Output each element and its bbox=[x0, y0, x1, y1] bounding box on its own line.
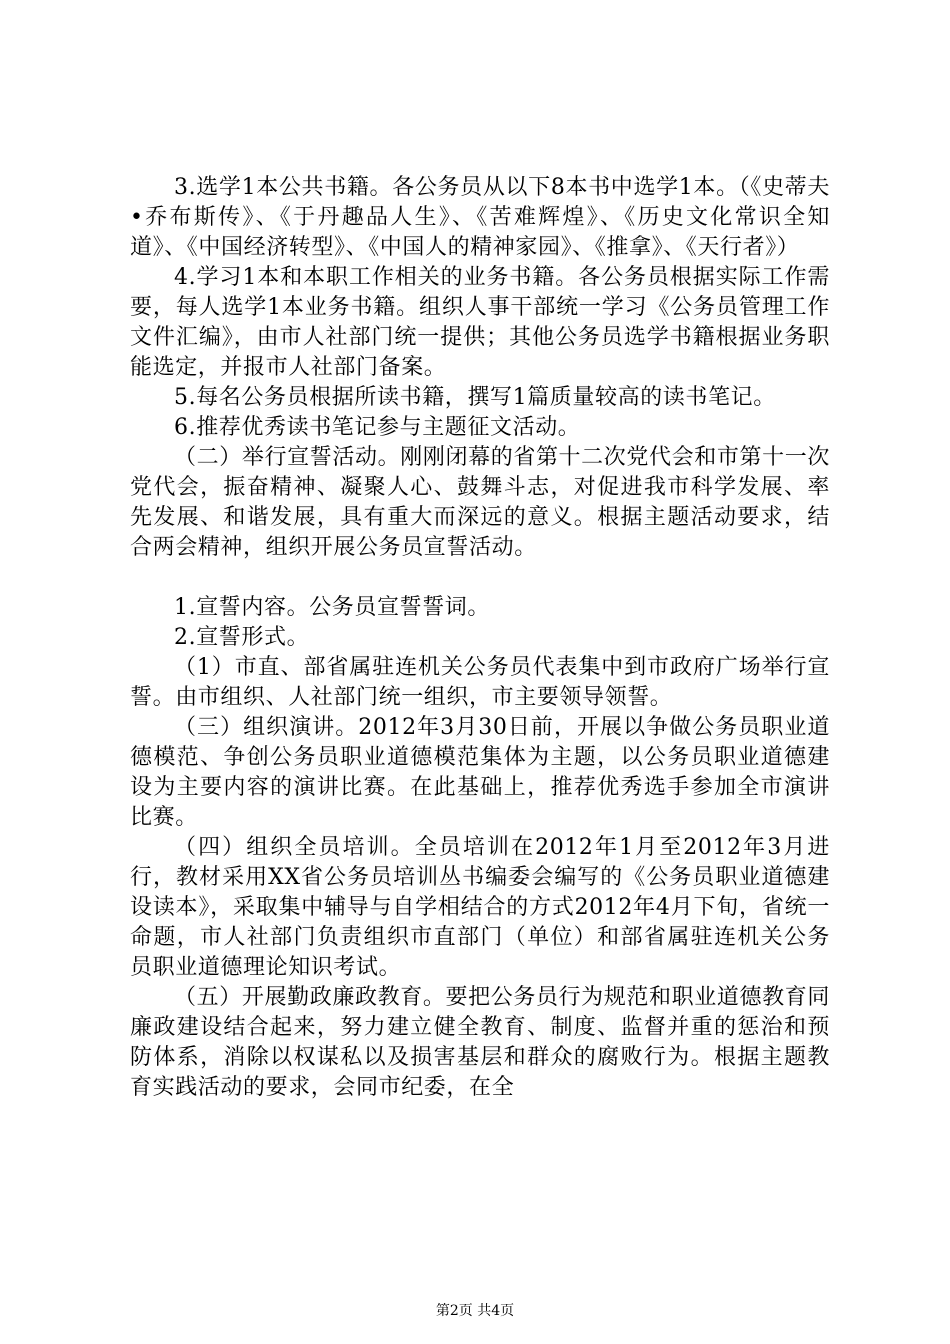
page-footer: 第2页 共4页 bbox=[435, 1303, 515, 1319]
paragraph-item-4: 4.学习1本和本职工作相关的业务书籍。各公务员根据实际工作需要，每人选学1本业务书籍。组织人事干部统一学习《公务员管理工作文件汇编》，由市人社部门统一提供；其他公务员选学书籍根据业务职能选定，并报市人社部门备案。 bbox=[130, 265, 830, 380]
paragraph-oath-form-1: （1）市直、部省属驻连机关公务员代表集中到市政府广场举行宣誓。由市组织、人社部门统一组织，市主要领导领誓。 bbox=[130, 655, 830, 710]
paragraph-item-3: 3.选学1本公共书籍。各公务员从以下8本书中选学1本。（《史蒂夫•乔布斯传》、《于丹趣品人生》、《苦难辉煌》、《历史文化常识全知道》、《中国经济转型》、《中国人的精神家园》、《推拿》、《天行者》） bbox=[130, 175, 830, 260]
paragraph-section-4: （四）组织全员培训。全员培训在2012年1月至2012年3月进行，教材采用XX省公务员培训丛书编委会编写的《公务员职业道德建设读本》，采取集中辅导与自学相结合的方式2012年4月下旬，省统一命题，市人社部门负责组织市直部门（单位）和部省属驻连机关公务员职业道德理论知识考试。 bbox=[130, 835, 830, 980]
paragraph-item-5: 5.每名公务员根据所读书籍，撰写1篇质量较高的读书笔记。 bbox=[174, 385, 776, 410]
paragraph-oath-content: 1.宣誓内容。公务员宣誓誓词。 bbox=[174, 595, 490, 620]
document-body bbox=[130, 173, 830, 1103]
paragraph-section-3: （三）组织演讲。2012年3月30日前，开展以争做公务员职业道德模范、争创公务员职业道德模范集体为主题，以公务员职业道德建设为主要内容的演讲比赛。在此基础上，推荐优秀选手参加全市演讲比赛。 bbox=[130, 715, 830, 830]
paragraph-oath-form: 2.宣誓形式。 bbox=[174, 625, 310, 650]
paragraph-item-6: 6.推荐优秀读书笔记参与主题征文活动。 bbox=[174, 415, 581, 440]
paragraph-spacer bbox=[130, 563, 830, 593]
paragraph-section-5: （五）开展勤政廉政教育。要把公务员行为规范和职业道德教育同廉政建设结合起来，努力建立健全教育、制度、监督并重的惩治和预防体系，消除以权谋私以及损害基层和群众的腐败行为。根据主题教育实践活动的要求，会同市纪委，在全 bbox=[130, 985, 830, 1100]
paragraph-section-2: （二）举行宣誓活动。刚刚闭幕的省第十二次党代会和市第十一次党代会，振奋精神、凝聚人心、鼓舞斗志，对促进我市科学发展、率先发展、和谐发展，具有重大而深远的意义。根据主题活动要求，结合两会精神，组织开展公务员宣誓活动。 bbox=[130, 445, 830, 560]
